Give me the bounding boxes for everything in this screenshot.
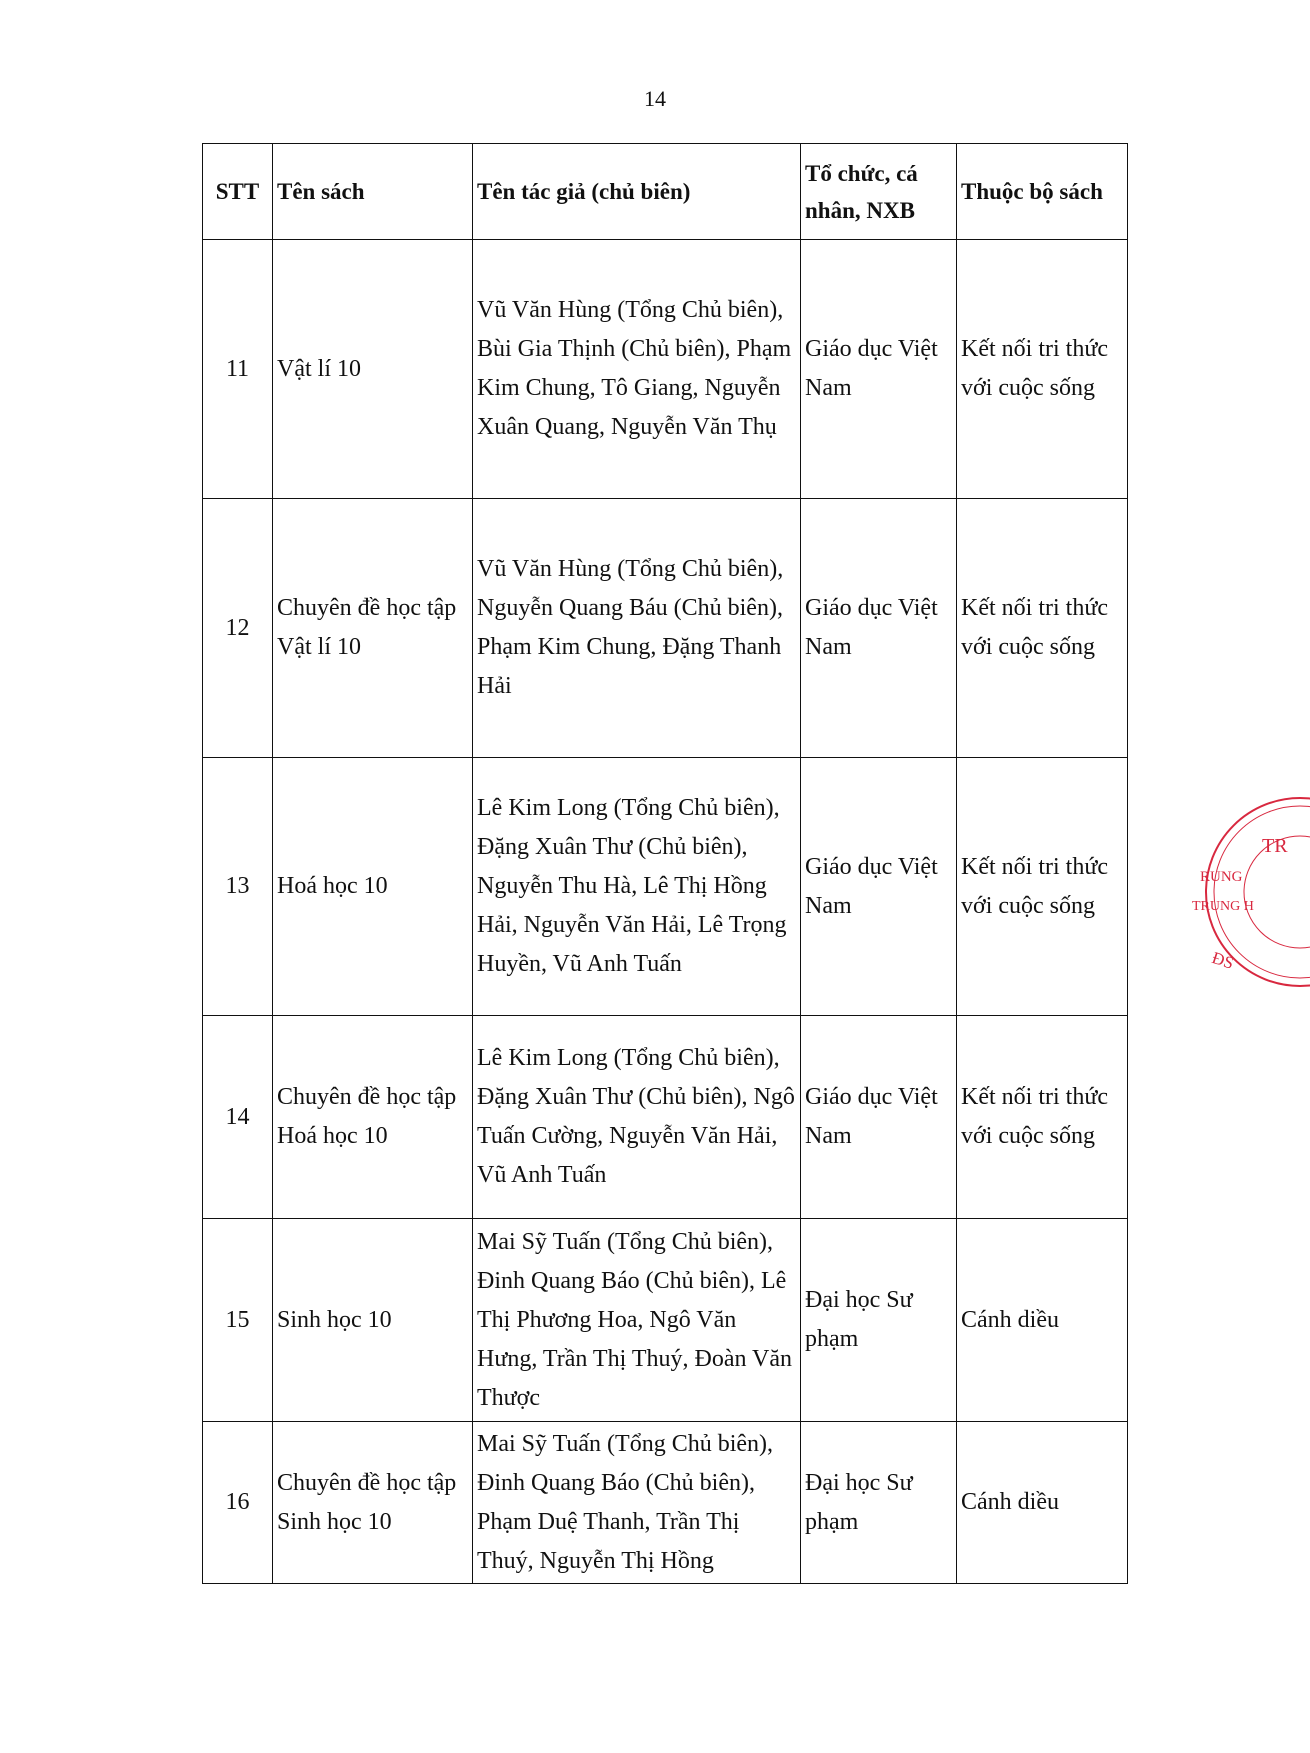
cell-series: Cánh diều [957, 1422, 1128, 1584]
cell-stt: 15 [203, 1219, 273, 1422]
stamp-fragment: RUNG [1200, 869, 1243, 885]
header-row [203, 144, 1128, 240]
cell-publisher: Giáo dục Việt Nam [801, 240, 957, 499]
cell-series: Kết nối tri thức với cuộc sống [957, 499, 1128, 758]
table-row [203, 499, 1128, 758]
page-number: 14 [644, 86, 666, 111]
stamp-fragment: ĐS [1209, 948, 1237, 973]
cell-publisher: Giáo dục Việt Nam [801, 1016, 957, 1219]
cell-authors: Mai Sỹ Tuấn (Tổng Chủ biên), Đinh Quang Báo (Chủ biên), Phạm Duệ Thanh, Trần Thị Thuý, Nguyễn Thị Hồng [473, 1422, 801, 1584]
header-title: Tên sách [273, 144, 473, 240]
cell-publisher: Đại học Sư phạm [801, 1422, 957, 1584]
book-table [202, 143, 1128, 1584]
cell-authors: Mai Sỹ Tuấn (Tổng Chủ biên), Đinh Quang Báo (Chủ biên), Lê Thị Phương Hoa, Ngô Văn Hưng, Trần Thị Thuý, Đoàn Văn Thược [473, 1219, 801, 1422]
cell-publisher: Đại học Sư phạm [801, 1219, 957, 1422]
cell-title: Chuyên đề học tập Vật lí 10 [273, 499, 473, 758]
cell-stt: 11 [203, 240, 273, 499]
stamp-fragment: TRUNG H [1192, 899, 1254, 914]
cell-stt: 13 [203, 758, 273, 1016]
table-row [203, 1219, 1128, 1422]
cell-title: Sinh học 10 [273, 1219, 473, 1422]
cell-title: Vật lí 10 [273, 240, 473, 499]
header-publisher: Tổ chức, cá nhân, NXB [801, 144, 957, 240]
stamp-fragment: TR [1262, 835, 1288, 857]
cell-title: Hoá học 10 [273, 758, 473, 1016]
cell-publisher: Giáo dục Việt Nam [801, 758, 957, 1016]
cell-title: Chuyên đề học tập Hoá học 10 [273, 1016, 473, 1219]
cell-authors: Vũ Văn Hùng (Tổng Chủ biên), Bùi Gia Thịnh (Chủ biên), Phạm Kim Chung, Tô Giang, Nguyễn Xuân Quang, Nguyễn Văn Thụ [473, 240, 801, 499]
cell-series: Kết nối tri thức với cuộc sống [957, 240, 1128, 499]
table-row [203, 1422, 1128, 1584]
cell-title: Chuyên đề học tập Sinh học 10 [273, 1422, 473, 1584]
table-row [203, 240, 1128, 499]
cell-stt: 14 [203, 1016, 273, 1219]
header-stt: STT [203, 144, 273, 240]
header-authors: Tên tác giả (chủ biên) [473, 144, 801, 240]
cell-authors: Lê Kim Long (Tổng Chủ biên), Đặng Xuân Thư (Chủ biên), Ngô Tuấn Cường, Nguyễn Văn Hải, Vũ Anh Tuấn [473, 1016, 801, 1219]
cell-stt: 12 [203, 499, 273, 758]
cell-series: Cánh diều [957, 1219, 1128, 1422]
red-seal-stamp [1190, 795, 1310, 990]
cell-authors: Lê Kim Long (Tổng Chủ biên), Đặng Xuân Thư (Chủ biên), Nguyễn Thu Hà, Lê Thị Hồng Hải, Nguyễn Văn Hải, Lê Trọng Huyền, Vũ Anh Tuấn [473, 758, 801, 1016]
header-series: Thuộc bộ sách [957, 144, 1128, 240]
table-row [203, 1016, 1128, 1219]
cell-stt: 16 [203, 1422, 273, 1584]
table-row [203, 758, 1128, 1016]
cell-authors: Vũ Văn Hùng (Tổng Chủ biên), Nguyễn Quang Báu (Chủ biên), Phạm Kim Chung, Đặng Thanh Hải [473, 499, 801, 758]
cell-series: Kết nối tri thức với cuộc sống [957, 1016, 1128, 1219]
cell-publisher: Giáo dục Việt Nam [801, 499, 957, 758]
cell-series: Kết nối tri thức với cuộc sống [957, 758, 1128, 1016]
